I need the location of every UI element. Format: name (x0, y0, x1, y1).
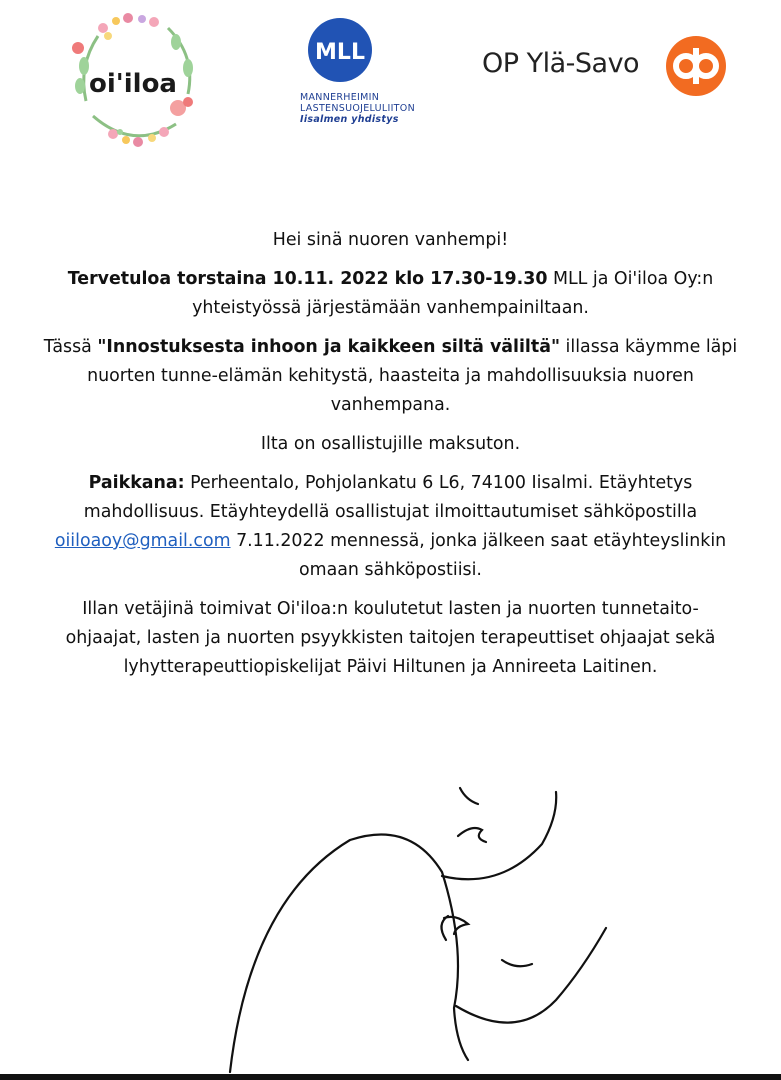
bottom-border (0, 1074, 781, 1080)
parent-nose (458, 828, 486, 842)
place-line2: mahdollisuus. Etäyhteydellä osallistujat ilmoittautumiset sähköpostilla (83, 502, 698, 522)
place-line1: Perheentalo, Pohjolankatu 6 L6, 74100 Iisalmi. Etäyhtetys (184, 473, 693, 493)
email-link[interactable]: oiiloaoy@gmail.com (54, 531, 231, 551)
oiiloa-logo (58, 6, 208, 156)
leaders-line1: Illan vetäjinä toimivat Oi'iloa:n koulutetut lasten ja nuorten tunnetaito- (82, 599, 699, 619)
leaders-paragraph (0, 595, 781, 682)
op-symbol-icon (664, 34, 728, 98)
mll-line1: MANNERHEIMIN (300, 92, 380, 103)
topic-title: "Innostuksesta inhoon ja kaikkeen siltä väliltä" (97, 337, 561, 357)
child-closed-eye (502, 960, 532, 966)
greeting-text: Hei sinä nuoren vanhempi! (272, 230, 509, 250)
place-line3: 7.11.2022 mennessä, jonka jälkeen saat etäyhteyslinkin (230, 531, 727, 551)
topic-line3: vanhempana. (330, 395, 451, 415)
leaders-line3: lyhytterapeuttiopiskelijat Päivi Hiltunen ja Annireeta Laitinen. (123, 657, 658, 677)
parent-child-line-art (220, 780, 640, 1080)
place-label: Paikkana: (88, 473, 185, 493)
topic-line2: nuorten tunne-elämän kehitystä, haasteita ja mahdollisuuksia nuoren (87, 366, 694, 386)
mll-badge-text: MLL (315, 40, 365, 65)
mll-line3: Iisalmen yhdistys (300, 114, 399, 125)
leaders-line2: ohjaajat, lasten ja nuorten psyykkisten taitojen terapeuttiset ohjaajat sekä (65, 628, 716, 648)
child-ear (444, 917, 468, 934)
place-line4: omaan sähköpostiisi. (299, 560, 482, 580)
op-logo (482, 30, 742, 104)
invitation-text (0, 226, 781, 692)
event-datetime: Tervetuloa torstaina 10.11. 2022 klo 17.30-19.30 (67, 269, 548, 289)
welcome-paragraph (0, 265, 781, 323)
oiiloa-logo-text: oi'iloa (89, 69, 177, 99)
topic-prefix: Tässä (43, 337, 98, 357)
greeting (0, 226, 781, 255)
free-text: Ilta on osallistujille maksuton. (260, 434, 521, 454)
topic-rest: illassa käymme läpi (560, 337, 738, 357)
mll-logo (300, 12, 450, 132)
mll-line2: LASTENSUOJELULIITON (300, 103, 415, 114)
parent-outline (230, 834, 468, 1072)
free-paragraph (0, 430, 781, 459)
mll-badge-icon (300, 12, 380, 82)
op-logo-text: OP Ylä-Savo (482, 48, 640, 79)
parent-brow (460, 788, 478, 804)
child-hairline (441, 916, 448, 940)
topic-paragraph (0, 333, 781, 420)
flower-wreath-icon (58, 6, 208, 156)
place-paragraph (0, 469, 781, 585)
child-jaw (456, 928, 606, 1023)
welcome-rest: MLL ja Oi'iloa Oy:n (547, 269, 714, 289)
welcome-line2: yhteistyössä järjestämään vanhempainiltaan. (192, 298, 589, 318)
